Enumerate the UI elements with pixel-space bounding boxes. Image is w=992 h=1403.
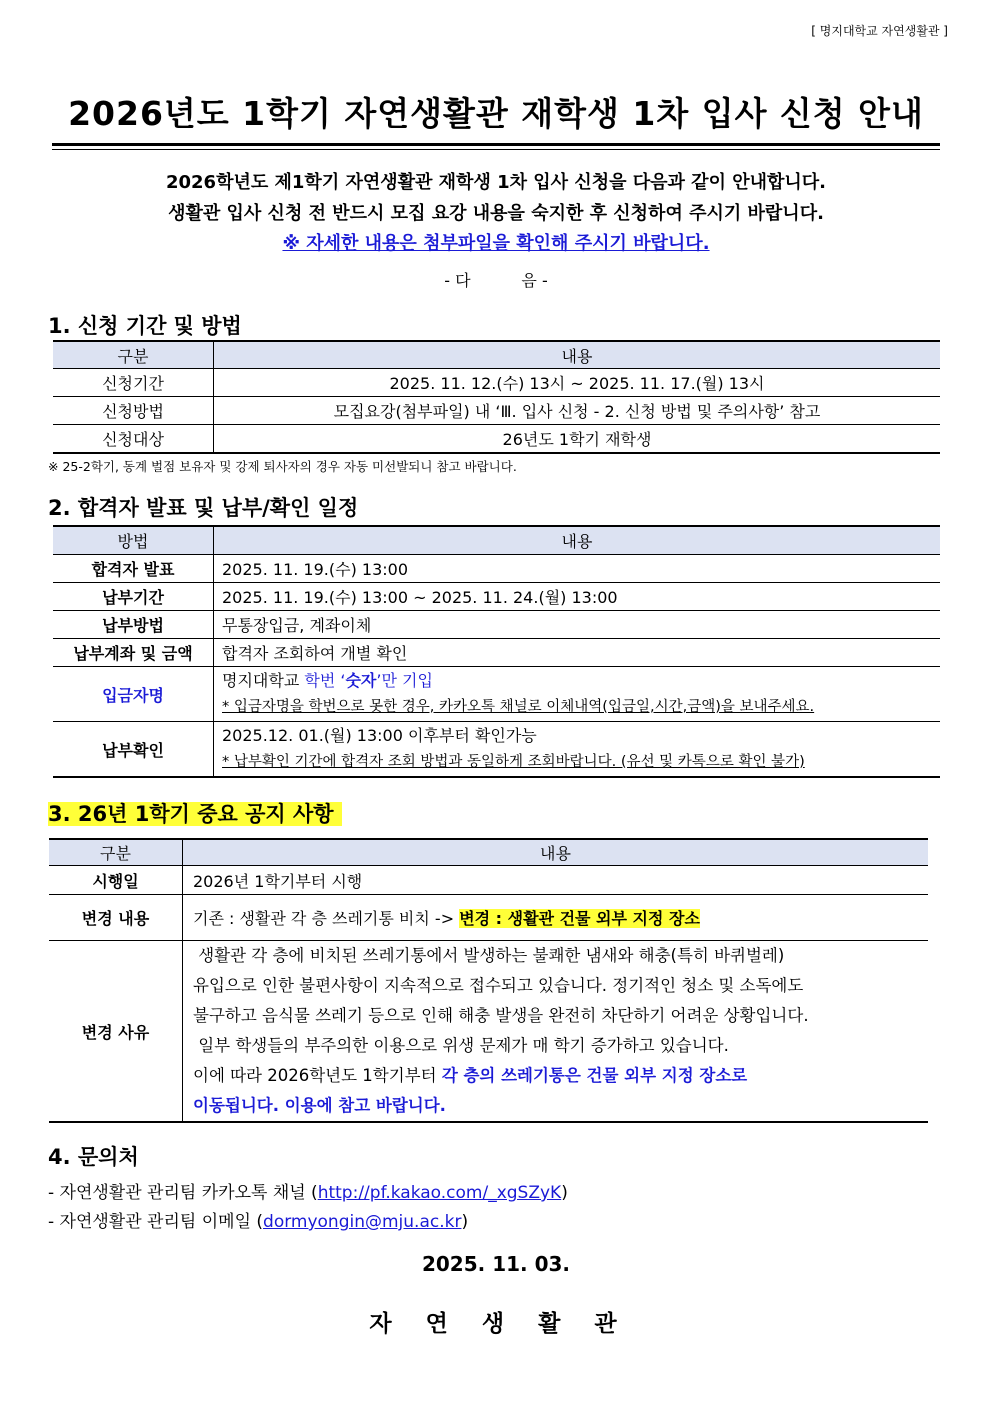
row-value: 26년도 1학기 재학생 bbox=[214, 425, 941, 454]
table-row bbox=[53, 369, 940, 397]
row-label: 신청대상 bbox=[53, 425, 214, 454]
row-label: 납부확인 bbox=[53, 722, 214, 778]
row-label: 변경 사유 bbox=[49, 941, 183, 1123]
section3-heading-text: 3. 26년 1학기 중요 공지 사항 bbox=[48, 802, 342, 826]
row-label: 입금자명 bbox=[53, 667, 214, 722]
table-row bbox=[53, 583, 940, 611]
signature: 자 연 생 활 관 bbox=[369, 1311, 623, 1337]
section1-note: ※ 25-2학기, 동계 벌점 보유자 및 강제 퇴사자의 경우 자동 미선발되니 참고 바랍니다. bbox=[48, 459, 517, 474]
title-rule-thick bbox=[52, 143, 940, 146]
notice-table bbox=[49, 838, 928, 1123]
row-value: 무통장입금, 계좌이체 bbox=[214, 611, 941, 639]
email-link[interactable]: dormyongin@mju.ac.kr bbox=[263, 1212, 462, 1232]
row-value: 2025.12. 01.(월) 13:00 이후부터 확인가능 * 납부확인 기간에 합격자 조회 방법과 동일하게 조회바랍니다. (유선 및 카톡으로 확인 불가) bbox=[214, 722, 941, 778]
contact-email: - 자연생활관 관리팀 이메일 (dormyongin@mju.ac.kr) bbox=[48, 1212, 469, 1232]
row-value: 2025. 11. 19.(수) 13:00 ~ 2025. 11. 24.(월) 13:00 bbox=[214, 583, 941, 611]
table-header: 내용 bbox=[214, 341, 941, 369]
row-value: 합격자 조회하여 개별 확인 bbox=[214, 639, 941, 667]
row-value: 2025. 11. 19.(수) 13:00 bbox=[214, 555, 941, 583]
row-label: 신청기간 bbox=[53, 369, 214, 397]
schedule-table bbox=[53, 525, 940, 778]
row-value: 2026년 1학기부터 시행 bbox=[183, 866, 929, 895]
contact-kakao: - 자연생활관 관리팀 카카오톡 채널 (http://pf.kakao.com/_xgSZyK) bbox=[48, 1183, 568, 1203]
table-row bbox=[53, 722, 940, 778]
table-header: 방법 bbox=[53, 526, 214, 555]
table-row bbox=[53, 611, 940, 639]
attachment-notice-link[interactable]: ※ 자세한 내용은 첨부파일을 확인해 주시기 바랍니다. bbox=[282, 233, 710, 254]
row-value: 생활관 각 층에 비치된 쓰레기통에서 발생하는 불쾌한 냄새와 해충(특히 바퀴벌레) 유입으로 인한 불편사항이 지속적으로 접수되고 있습니다. 정기적인 청소 및 소독에도 불구하고 음식물 쓰레기 등으로 인해 해충 발생을 완전히 차단하기 어려운 상황입니다. 일부 학생들의 부주의한 이용으로 위생 문제가 매 학기 증가하고 있습니다. 이에 따라 2026학년도 1학기부터 각 층의 쓰레기통은 건물 외부 지정 장소로 이동됩니다. 이용에 참고 바랍니다. bbox=[183, 941, 929, 1123]
section2-heading: 2. 합격자 발표 및 납부/확인 일정 bbox=[48, 496, 359, 520]
row-value: 모집요강(첨부파일) 내 ‘Ⅲ. 입사 신청 - 2. 신청 방법 및 주의사항’ 참고 bbox=[214, 397, 941, 425]
table-row bbox=[53, 555, 940, 583]
da-eum: - 다 음 - bbox=[444, 271, 548, 290]
intro-line-3[interactable] bbox=[0, 229, 992, 255]
table-row bbox=[49, 941, 928, 1123]
table-header: 구분 bbox=[49, 839, 183, 866]
row-label: 납부기간 bbox=[53, 583, 214, 611]
intro-line-2: 생활관 입사 신청 전 반드시 모집 요강 내용을 숙지한 후 신청하여 주시기 바랍니다. bbox=[168, 203, 824, 224]
row-label: 납부계좌 및 금액 bbox=[53, 639, 214, 667]
row-value: 2025. 11. 12.(수) 13시 ~ 2025. 11. 17.(월) 13시 bbox=[214, 369, 941, 397]
page-title: 2026년도 1학기 자연생활관 재학생 1차 입사 신청 안내 bbox=[68, 94, 924, 133]
notice-date: 2025. 11. 03. bbox=[421, 1252, 571, 1276]
table-header: 구분 bbox=[53, 341, 214, 369]
table-row bbox=[53, 639, 940, 667]
row-label: 합격자 발표 bbox=[53, 555, 214, 583]
table-row bbox=[53, 397, 940, 425]
row-label: 시행일 bbox=[49, 866, 183, 895]
row-label: 신청방법 bbox=[53, 397, 214, 425]
row-value: 기존 : 생활관 각 층 쓰레기통 비치 -> 변경 : 생활관 건물 외부 지정 장소 bbox=[183, 895, 929, 941]
section3-heading bbox=[48, 798, 342, 828]
section4-heading: 4. 문의처 bbox=[48, 1145, 139, 1169]
table-header: 내용 bbox=[183, 839, 929, 866]
table-header: 내용 bbox=[214, 526, 941, 555]
intro-line-1: 2026학년도 제1학기 자연생활관 재학생 1차 입사 신청을 다음과 같이 안내합니다. bbox=[165, 172, 827, 193]
table-row bbox=[53, 667, 940, 722]
row-value: 명지대학교 학번 ‘숫자’만 기입 * 입금자명을 학번으로 못한 경우, 카카오톡 채널로 이체내역(입금일,시간,금액)을 보내주세요. bbox=[214, 667, 941, 722]
title-rule-thin bbox=[52, 149, 940, 150]
table-row bbox=[49, 866, 928, 895]
table-row bbox=[53, 425, 940, 454]
kakao-channel-link[interactable]: http://pf.kakao.com/_xgSZyK bbox=[317, 1183, 562, 1203]
application-table bbox=[53, 340, 940, 454]
section1-heading: 1. 신청 기간 및 방법 bbox=[48, 314, 242, 338]
org-label: [ 명지대학교 자연생활관 ] bbox=[811, 24, 948, 38]
row-label: 변경 내용 bbox=[49, 895, 183, 941]
table-row bbox=[49, 895, 928, 941]
row-label: 납부방법 bbox=[53, 611, 214, 639]
